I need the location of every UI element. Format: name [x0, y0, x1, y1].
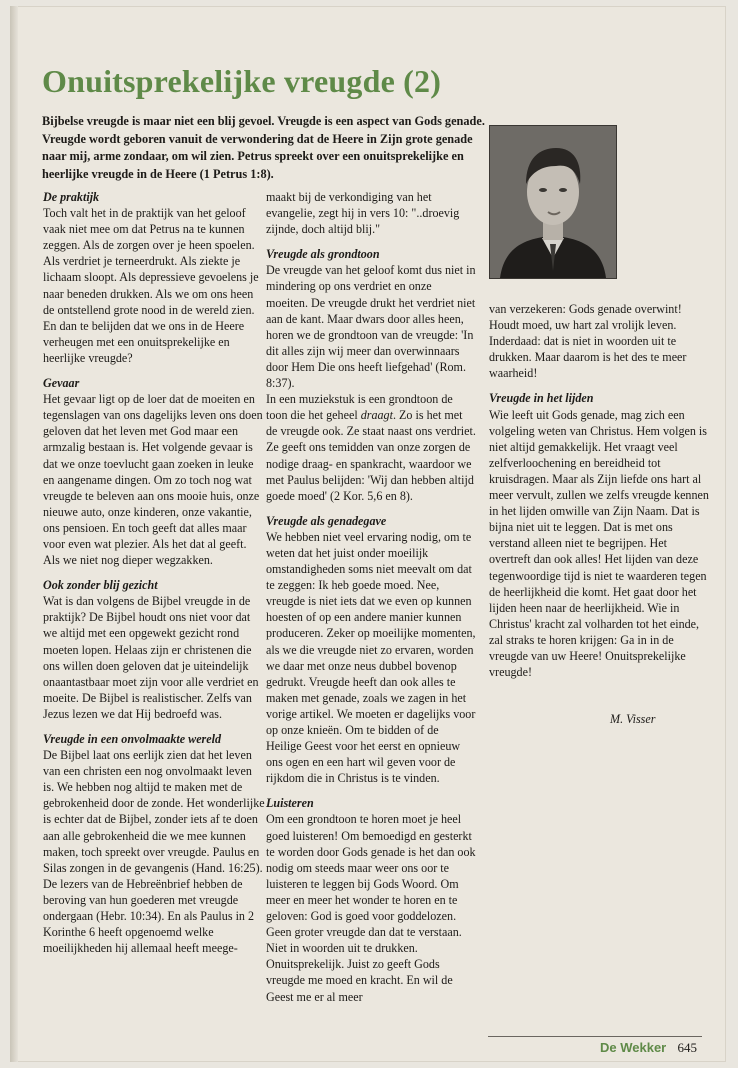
- paragraph: Wat is dan volgens de Bijbel vreugde in de praktijk? De Bijbel houdt ons niet voor dat we altijd met een opgewekt gezicht rond moeten lopen. Helaas zijn er christenen die ons willen doen geloven dat je uiteindelijk onaantastbaar moet zijn voor alle verdriet en moeite. De Bijbel is realistischer. Zelfs van Jezus lezen we dat Hij bedroefd was.: [43, 594, 259, 721]
- author-signature: M. Visser: [610, 712, 656, 726]
- section-heading: Vreugde in een onvolmaakte wereld: [43, 732, 222, 746]
- section-heading: Luisteren: [266, 796, 314, 811]
- section-heading: Ook zonder blij gezicht: [43, 578, 158, 593]
- section-heading: De praktijk: [43, 190, 100, 204]
- page-spine-shadow: [10, 6, 18, 1062]
- article-lead: Bijbelse vreugde is maar niet een blij gevoel. Vreugde is een aspect van Gods genade. Vreugde wordt geboren vanuit de verwondering dat de Heere in Zijn grote genade naar mij, arme zondaar, om wil zien. Petrus spreekt over een onuitsprekelijke en heerlijke vreugde in de Heere (1 Petrus 1:8).: [42, 114, 485, 181]
- section-heading: Gevaar: [43, 376, 80, 391]
- page: [10, 6, 726, 1062]
- magazine-name: De Wekker: [600, 1040, 667, 1055]
- page-number: 645: [677, 1040, 697, 1055]
- paragraph: Toch valt het in de praktijk van het geloof vaak niet mee om dat Petrus na te kunnen zeggen. Als de zorgen over je heen spoelen. Als verdriet je terneerdrukt. Als ziekte je lichaam sloopt. Als depressieve gevoelens je naar beneden drukken. Als we om ons heen de ontstellend grote nood in de wereld zien. En dan te belijden dat we ons in de Heere verheugen met een onuitsprekelijke en heerlijke vreugde?: [43, 206, 259, 365]
- paragraph: Wie leeft uit Gods genade, mag zich een volgeling weten van Christus. Hem volgen is niet altijd gemakkelijk. Het vraagt veel zelfverloochening en bereidheid tot kruisdragen. Maar als Zijn liefde ons hart al meer vervult, zullen we zelfs vreugde kennen in het lijden omwille van Zijn Naam. Dat is bijna niet uit te leggen. Dat is met ons verstand alleen niet te begrijpen. Het overtreft dan ook alles! Het lijden van deze tegenwoordige tijd is niet te waarderen tegen de heerlijkheid die komt. Het gaat door het lijden heen naar de heerlijkheid. Wie in Christus' kracht zal volharden tot het einde, zal straks te horen krijgen: Ga in in de vreugde van uw Heere! Onuitsprekelijke vreugde!: [489, 407, 709, 680]
- paragraph: Om een grondtoon te horen moet je heel goed luisteren! Om bemoedigd en gesterkt te worden door Gods genade is het dan ook nodig om steeds maar weer ons oor te luisteren te leggen bij Gods Woord. Om meer en meer het wonder te horen en te geloven: God is goed voor goddelozen. Geen groter vreugde dan dat te verstaan. Niet in woorden uit te drukken. Onuitsprekelijk. Juist zo geeft Gods vreugde me moed en kracht. En wil de Geest me er al meer: [266, 812, 476, 1004]
- section-heading: Vreugde als grondtoon: [266, 247, 380, 262]
- section-heading: Vreugde in het lijden: [489, 391, 594, 406]
- article-title: Onuitsprekelijke vreugde (2): [42, 63, 442, 99]
- paragraph: De vreugde van het geloof komt dus niet in mindering op ons verdriet en onze moeiten. De vreugde drukt het verdriet niet aan de kant. Maar dwars door alles heen, horen we de grondtoon van de vreugde: 'In dit alles zijn wij meer dan overwinnaars door Hem Die ons heeft liefgehad' (Rom. 8:37).: [266, 263, 476, 391]
- column-3: [489, 301, 711, 680]
- paragraph: Het gevaar ligt op de loer dat de moeiten en tegenslagen van ons dagelijks leven ons doen geloven dat het leven met God maar een armzalig bestaan is. Het volgende gevaar is dat we onze toevlucht gaan zoeken in leuke en aangename dingen. Om zo toch nog wat vreugde te beleven aan ons mooie huis, onze nieuwe auto, onze kinderen, onze vakantie, ons pensioen. En toch geeft dat alles maar voor even wat plezier. Als het dat al geeft. Als we niet nog dieper wegzakken.: [43, 392, 263, 568]
- text-run: In een muziekstuk is een grondtoon de toon die het geheel: [266, 392, 453, 423]
- paragraph: van verzekeren: Gods genade overwint! Houdt moed, uw hart zal vrolijk leven. Inderdaad: dat is niet in woorden uit te drukken. Maar daarom is het des te meer waarheid!: [489, 302, 687, 381]
- paragraph: De Bijbel laat ons eerlijk zien dat het leven van een christen een nog onvolmaakt leven is. We hebben nog altijd te maken met de gebrokenheid door de zonde. Het wonderlijke is echter dat de Bijbel, zonder iets af te doen aan alle gebrokenheid die we mee kunnen maken, toch spreekt over vreugde. Paulus en Silas zongen in de gevangenis (Hand. 16:25). De lezers van de Hebreënbrief hebben de beroving van hun goederen met vreugde ondergaan (Hebr. 10:34). En als Paulus in 2 Korinthe 6 heeft opgenoemd welke moeilijkheden hij allemaal heeft meege-: [43, 748, 265, 956]
- author-photo: [489, 125, 617, 279]
- column-2: [266, 189, 476, 1005]
- section-heading: Vreugde als genadegave: [266, 513, 387, 528]
- emphasis-text: draagt: [360, 408, 393, 423]
- text-run: . Zo is het met de vreugde ook. Ze staat naast ons verdriet. Ze geeft ons temidden van onze zorgen de nodige draag- en spankracht, waardoor we met Paulus belijden: 'Wij dan hebben altijd goede moed' (2 Kor. 5,6 en 8).: [266, 408, 476, 503]
- page-footer: [600, 1040, 697, 1056]
- column-1: [43, 189, 265, 956]
- paragraph: [266, 391, 476, 504]
- paragraph: We hebben niet veel ervaring nodig, om te weten dat het juist onder moeilijk omstandigheden soms niet meevalt om dat te zeggen: Ik heb goede moed. Nee, vreugde is niet iets dat we even op kunnen hoesten of op een andere manier kunnen produceren. Zeker op moeilijke momenten, als we die vreugde niet zo ervaren, worden we daar met onze neus dubbel bovenop gedrukt. Vreugde heeft dan ook alles te maken met genade, zoals we zagen in het vorige artikel. We moeten er dagelijks voor op onze knieën. Om te bidden of de Heilige Geest voor het eerst en opnieuw ons ogen en een hart wil geven voor de rijkdom die in Christus is te vinden.: [266, 529, 476, 786]
- footer-rule: [488, 1036, 702, 1037]
- portrait-image: [490, 126, 616, 278]
- paragraph: maakt bij de verkondiging van het evangelie, zegt hij in vers 10: "..droevig zijnde, doch altijd blij.": [266, 190, 460, 237]
